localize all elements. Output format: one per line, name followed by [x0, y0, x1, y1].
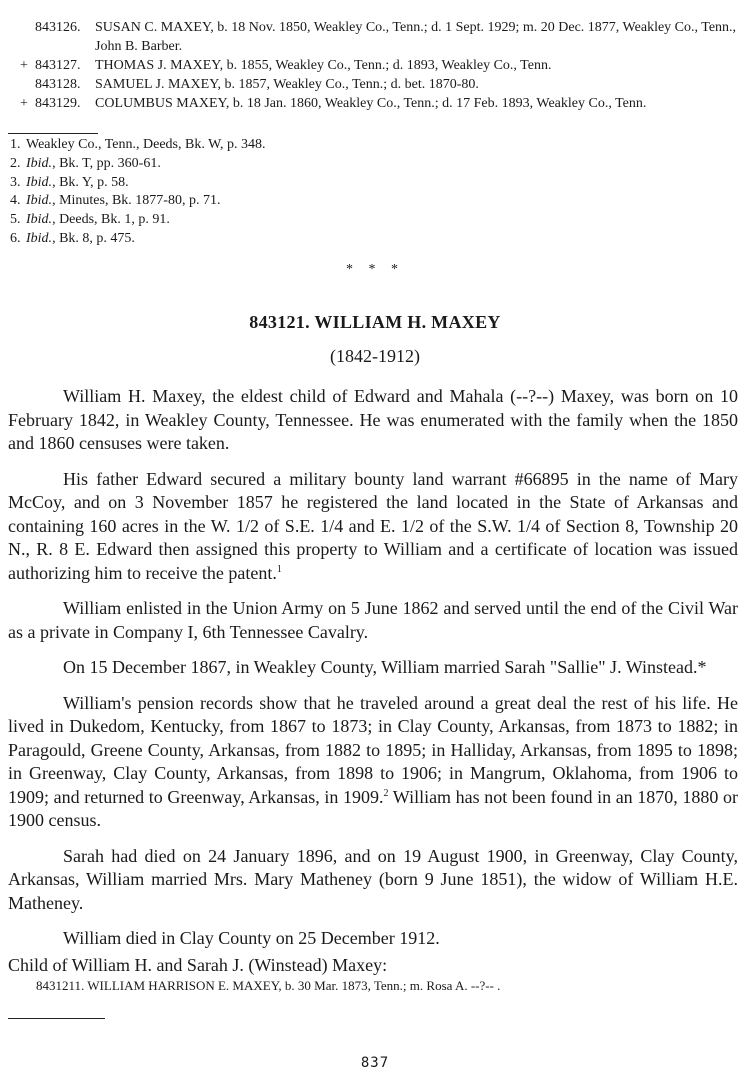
footnote-number: 5. [10, 212, 21, 228]
entry-text: SUSAN C. MAXEY, b. 18 Nov. 1850, Weakley Co., Tenn.; d. 1 Sept. 1929; m. 20 Dec. 1877, Weakley Co., Tenn., John B. Barber. [95, 20, 737, 54]
paragraph-second-marriage: Sarah had died on 24 January 1896, and on 19 August 1900, in Greenway, Clay County, Arkansas, William married Mrs. Mary Matheney (born 9 June 1851), the widow of William H.E. Matheney. [8, 845, 738, 913]
entry-843127 [20, 56, 742, 75]
descendant-entries [20, 18, 742, 113]
footnote-text: Ibid., Bk. 8, p. 475. [26, 230, 135, 246]
section-title: 843121. WILLIAM H. MAXEY [249, 312, 501, 332]
entry-843126 [20, 18, 742, 56]
page-number: 837 [360, 1055, 390, 1071]
entry-text: THOMAS J. MAXEY, b. 1855, Weakley Co., Tenn.; d. 1893, Weakley Co., Tenn. [95, 58, 552, 73]
footnote-item [10, 155, 266, 174]
footnote-number: 1. [10, 137, 21, 152]
paragraph-death: William died in Clay County on 25 December 1912. [63, 928, 440, 948]
footnote-number: 6. [10, 230, 21, 246]
footnote-item [10, 230, 266, 249]
entry-number: 843126. [35, 20, 81, 35]
footnote-number: 3. [10, 174, 21, 190]
footnote-item [10, 211, 266, 230]
footnote-text: Weakley Co., Tenn., Deeds, Bk. W, p. 348. [26, 137, 266, 152]
paragraph-pension: William's pension records show that he traveled around a great deal the rest of his life. He lived in Dukedom, Kentucky, from 1867 to 1873; in Clay County, Arkansas, from 1873 to 1882; in Paragould, Greene County, Arkansas, from 1882 to 1895; in Halliday, Arkansas, from 1895 to 1898; in Greenway, Clay County, Arkansas, from 1898 to 1906; in Mangrum, Oklahoma, from 1906 to 1909; and returned to Greenway, Arkansas, in 1909.$^2$ William has not been found in an 1870, 1880 or 1900 census. [8, 692, 738, 830]
footnote-text: Ibid., Minutes, Bk. 1877-80, p. 71. [26, 193, 221, 209]
footnote-item [10, 136, 266, 155]
footnote-number: 2. [10, 155, 21, 171]
entry-text: COLUMBUS MAXEY, b. 18 Jan. 1860, Weakley Co., Tenn.; d. 17 Feb. 1893, Weakley Co., Tenn. [95, 96, 647, 111]
children-heading: Child of William H. and Sarah J. (Winstead) Maxey: [8, 955, 388, 975]
entry-843129 [20, 94, 742, 113]
footnotes [10, 136, 266, 249]
paragraph-land-warrant: His father Edward secured a military bounty land warrant #66895 in the name of Mary McCoy, and on 3 November 1857 he registered the land located in the State of Arkansas and containing 160 acres in the W. 1/2 of S.E. 1/4 and E. 1/2 of the S.W. 1/4 of Section 8, Township 20 N., R. 8 E. Edward then assigned this property to William and a certificate of location was issued authorizing him to receive the patent.$^1$ [8, 468, 738, 583]
footnote-ref: 1 [276, 563, 282, 575]
life-years: (1842-1912) [330, 346, 420, 366]
entry-plus-marker: + [20, 58, 28, 73]
biography-body [8, 385, 738, 963]
entry-843128 [20, 75, 742, 94]
footnote-text: Ibid., Deeds, Bk. 1, p. 91. [26, 212, 170, 228]
entry-number: 843127. [35, 58, 81, 73]
paragraph-birth: William H. Maxey, the eldest child of Edward and Mahala (--?--) Maxey, was born on 10 February 1842, in Weakley County, Tennessee. He was enumerated with the family when the 1850 and 1860 censuses were taken. [8, 386, 738, 453]
footnote-text: Ibid., Bk. T, pp. 360-61. [26, 155, 161, 171]
footnote-number: 4. [10, 193, 21, 209]
entry-number: 843129. [35, 96, 81, 111]
entry-text: SAMUEL J. MAXEY, b. 1857, Weakley Co., Tenn.; d. bet. 1870-80. [95, 77, 479, 92]
child-entry: 8431211. WILLIAM HARRISON E. MAXEY, b. 30 Mar. 1873, Tenn.; m. Rosa A. --?-- . [36, 978, 501, 993]
footnote-item [10, 174, 266, 193]
section-separator: * * * [346, 262, 404, 277]
entry-plus-marker: + [20, 96, 28, 111]
footnote-ref: 2 [383, 787, 389, 799]
footnote-rule [8, 133, 98, 134]
bottom-rule [8, 1018, 105, 1019]
entry-number: 843128. [35, 77, 81, 92]
footnote-text: Ibid., Bk. Y, p. 58. [26, 174, 129, 190]
paragraph-marriage: On 15 December 1867, in Weakley County, William married Sarah "Sallie" J. Winstead.* [63, 657, 707, 677]
footnote-item [10, 192, 266, 211]
paragraph-civil-war: William enlisted in the Union Army on 5 June 1862 and served until the end of the Civil War as a private in Company I, 6th Tennessee Cavalry. [8, 598, 738, 642]
